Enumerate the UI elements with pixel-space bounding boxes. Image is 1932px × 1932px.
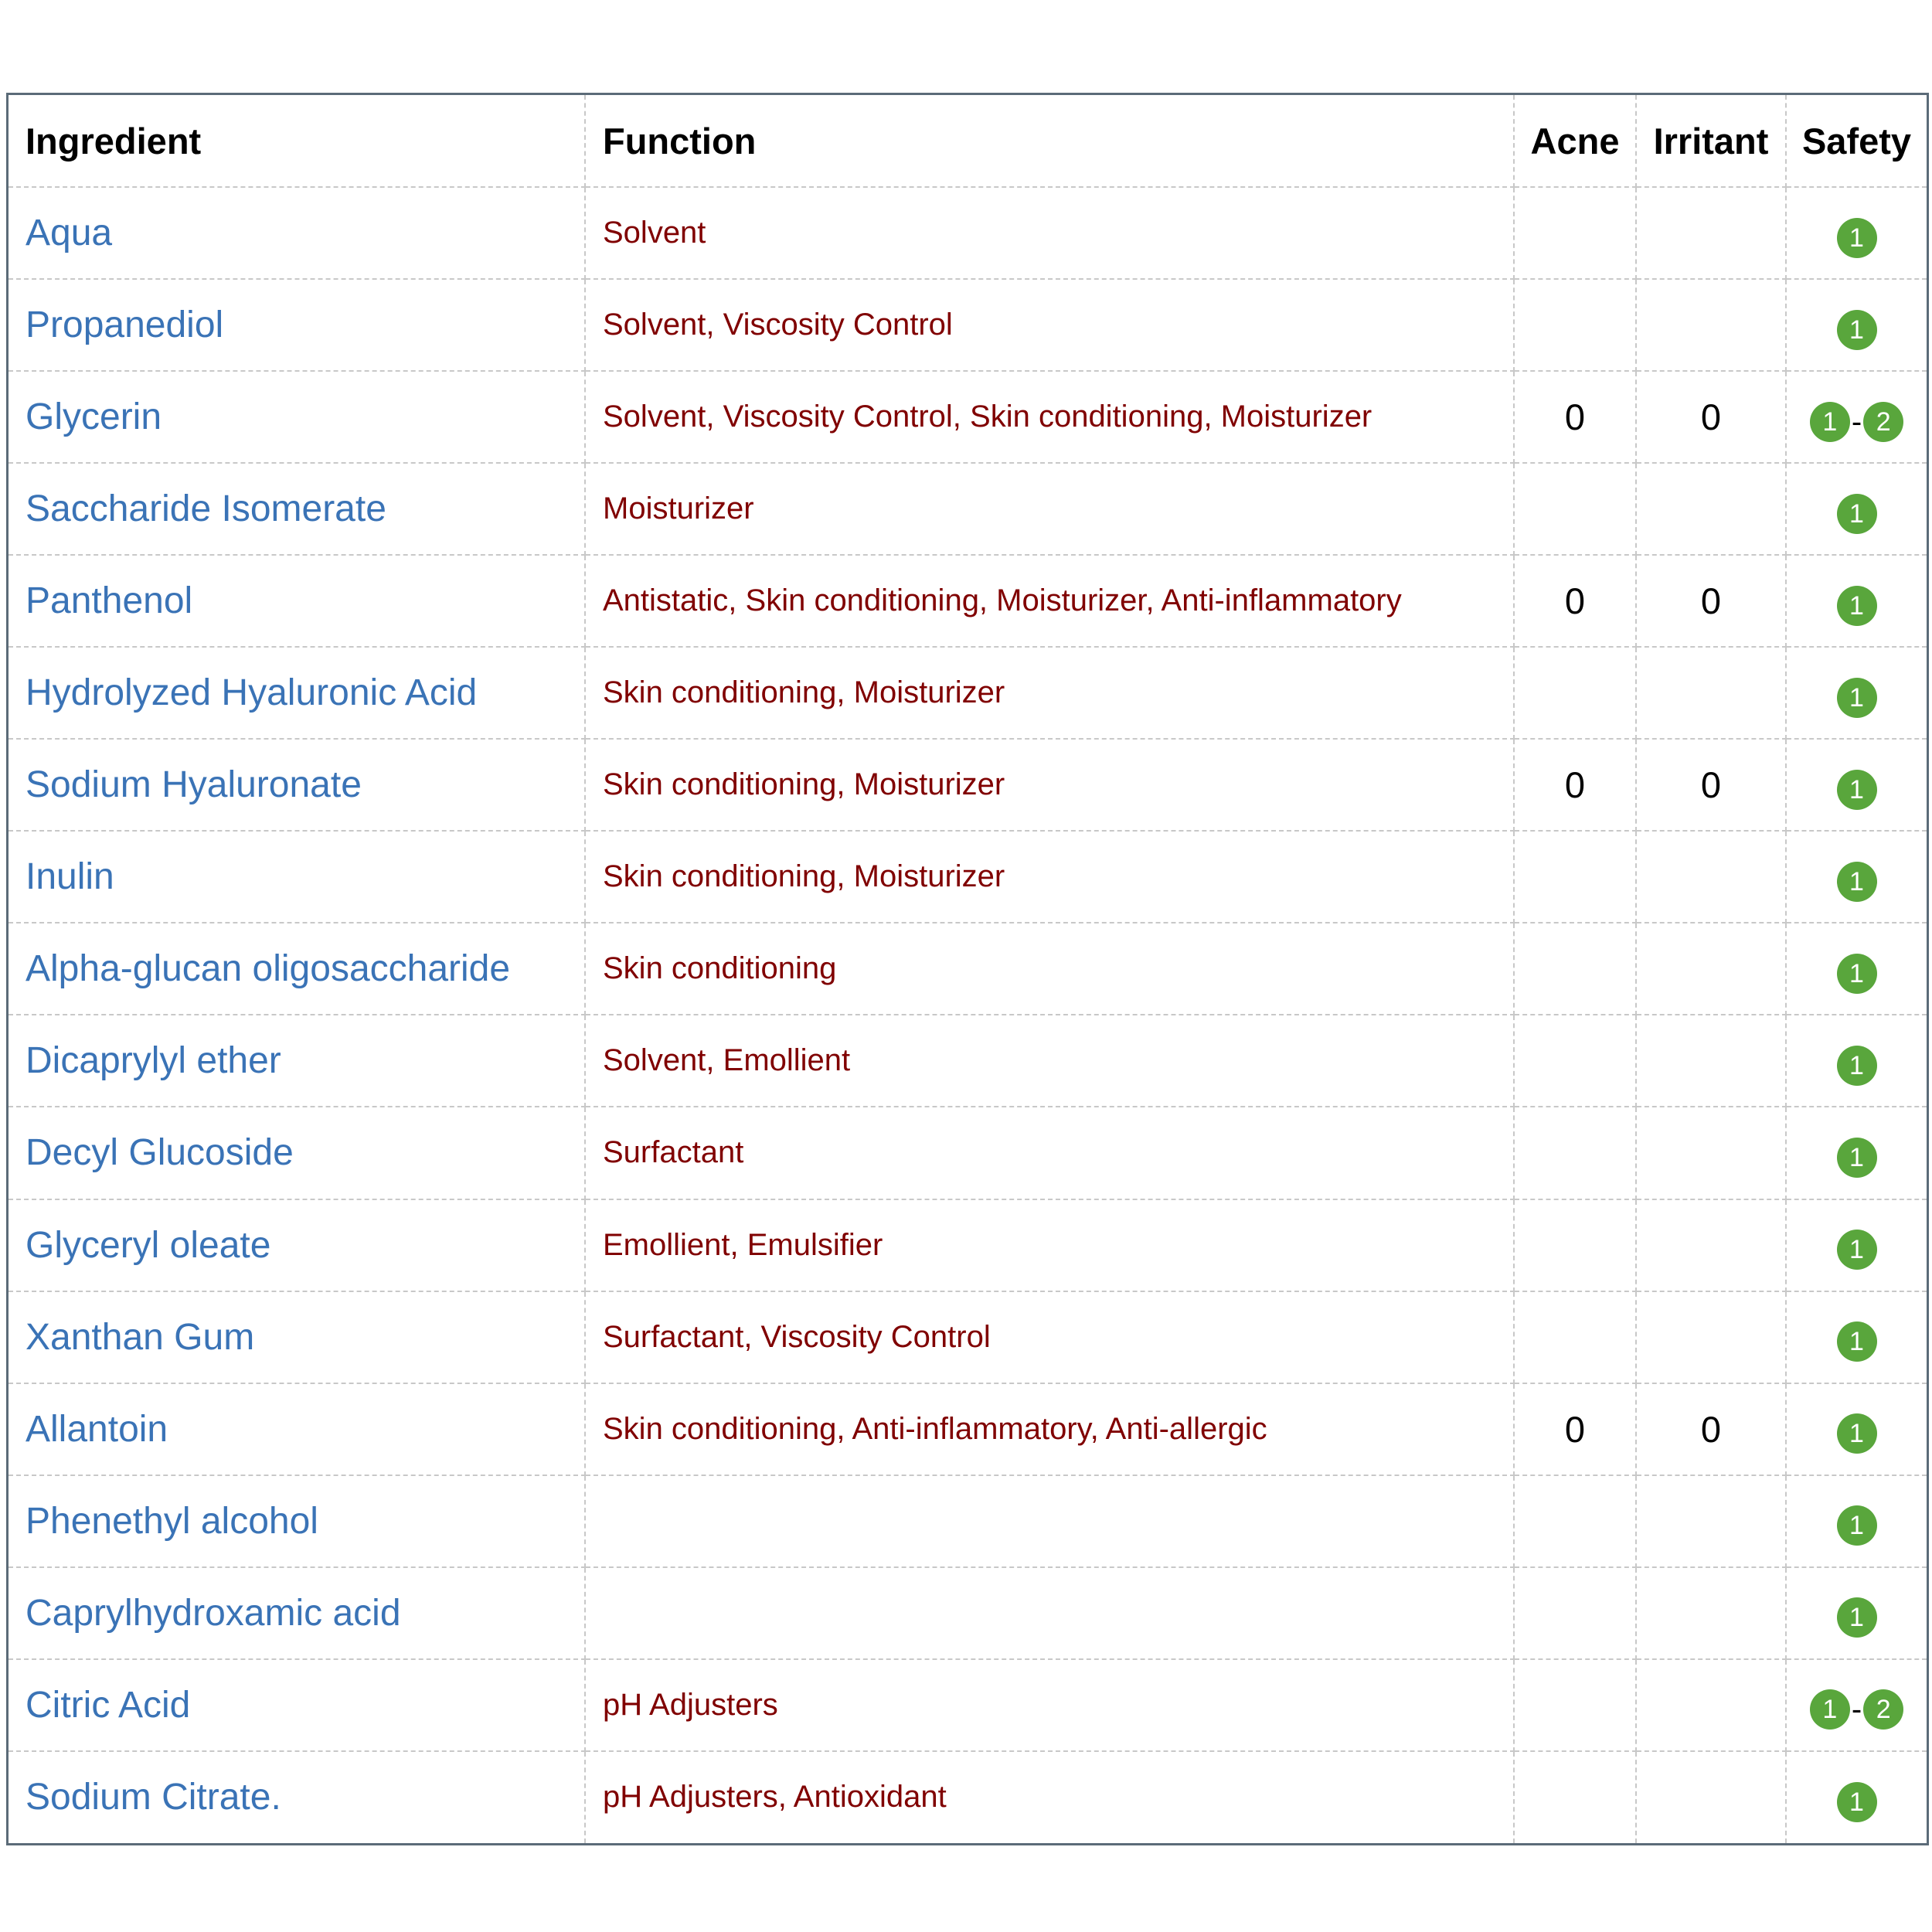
ingredient-link[interactable]: Allantoin xyxy=(9,1383,585,1475)
acne-cell xyxy=(1514,463,1636,555)
irritant-cell xyxy=(1636,647,1786,739)
function-cell: Surfactant, Viscosity Control xyxy=(585,1291,1514,1383)
table-row xyxy=(9,831,1927,923)
ingredient-link[interactable]: Saccharide Isomerate xyxy=(9,463,585,555)
irritant-cell xyxy=(1636,1659,1786,1751)
irritant-cell: 0 xyxy=(1636,1383,1786,1475)
acne-cell: 0 xyxy=(1514,555,1636,647)
table-row xyxy=(9,1291,1927,1383)
acne-cell xyxy=(1514,1291,1636,1383)
ingredients-table xyxy=(9,95,1927,1843)
irritant-cell xyxy=(1636,1475,1786,1567)
ingredient-link[interactable]: Hydrolyzed Hyaluronic Acid xyxy=(9,647,585,739)
function-cell: Solvent xyxy=(585,187,1514,279)
acne-cell xyxy=(1514,647,1636,739)
irritant-cell xyxy=(1636,279,1786,371)
safety-badge: 1 xyxy=(1837,494,1877,534)
table-body xyxy=(9,187,1927,1843)
table-row xyxy=(9,923,1927,1015)
irritant-cell xyxy=(1636,463,1786,555)
ingredient-link[interactable]: Decyl Glucoside xyxy=(9,1107,585,1199)
function-cell: Emollient, Emulsifier xyxy=(585,1199,1514,1291)
irritant-cell xyxy=(1636,1567,1786,1659)
safety-rating xyxy=(1810,402,1903,442)
acne-cell xyxy=(1514,1015,1636,1107)
ingredient-link[interactable]: Alpha-glucan oligosaccharide xyxy=(9,923,585,1015)
table-row xyxy=(9,463,1927,555)
safety-badge: 1 xyxy=(1837,1230,1877,1270)
function-cell: Skin conditioning, Moisturizer xyxy=(585,831,1514,923)
safety-cell xyxy=(1786,1751,1927,1843)
safety-cell xyxy=(1786,1199,1927,1291)
acne-cell: 0 xyxy=(1514,1383,1636,1475)
table-row xyxy=(9,1107,1927,1199)
function-cell: Solvent, Emollient xyxy=(585,1015,1514,1107)
safety-rating xyxy=(1837,1138,1877,1178)
safety-badge: 2 xyxy=(1863,1689,1903,1730)
table-row xyxy=(9,647,1927,739)
safety-rating xyxy=(1837,1230,1877,1270)
safety-badge: 1 xyxy=(1837,310,1877,350)
safety-badge: 1 xyxy=(1837,862,1877,902)
header-irritant: Irritant xyxy=(1636,95,1786,187)
table-row xyxy=(9,1475,1927,1567)
table-row xyxy=(9,371,1927,463)
safety-cell xyxy=(1786,1475,1927,1567)
function-cell xyxy=(585,1475,1514,1567)
header-function: Function xyxy=(585,95,1514,187)
ingredient-link[interactable]: Citric Acid xyxy=(9,1659,585,1751)
ingredient-link[interactable]: Caprylhydroxamic acid xyxy=(9,1567,585,1659)
table-row xyxy=(9,1383,1927,1475)
safety-badge: 1 xyxy=(1837,1321,1877,1362)
ingredient-link[interactable]: Panthenol xyxy=(9,555,585,647)
safety-rating xyxy=(1837,678,1877,718)
function-cell: Skin conditioning, Moisturizer xyxy=(585,739,1514,831)
acne-cell: 0 xyxy=(1514,739,1636,831)
safety-cell xyxy=(1786,187,1927,279)
ingredients-table-container xyxy=(6,93,1929,1845)
irritant-cell: 0 xyxy=(1636,555,1786,647)
function-cell: pH Adjusters, Antioxidant xyxy=(585,1751,1514,1843)
ingredient-link[interactable]: Inulin xyxy=(9,831,585,923)
safety-rating xyxy=(1837,310,1877,350)
safety-rating xyxy=(1837,1046,1877,1086)
acne-cell xyxy=(1514,1107,1636,1199)
acne-cell: 0 xyxy=(1514,371,1636,463)
irritant-cell xyxy=(1636,923,1786,1015)
safety-badge: 1 xyxy=(1837,678,1877,718)
safety-cell xyxy=(1786,923,1927,1015)
table-row xyxy=(9,1567,1927,1659)
header-acne: Acne xyxy=(1514,95,1636,187)
table-row xyxy=(9,1015,1927,1107)
acne-cell xyxy=(1514,1751,1636,1843)
safety-rating xyxy=(1837,1321,1877,1362)
safety-rating xyxy=(1837,862,1877,902)
function-cell xyxy=(585,1567,1514,1659)
safety-cell xyxy=(1786,1567,1927,1659)
ingredient-link[interactable]: Propanediol xyxy=(9,279,585,371)
function-cell: Skin conditioning, Moisturizer xyxy=(585,647,1514,739)
irritant-cell xyxy=(1636,187,1786,279)
irritant-cell: 0 xyxy=(1636,371,1786,463)
function-cell: Solvent, Viscosity Control xyxy=(585,279,1514,371)
safety-badge: 1 xyxy=(1837,1138,1877,1178)
irritant-cell xyxy=(1636,1751,1786,1843)
safety-cell xyxy=(1786,555,1927,647)
safety-badge: 1 xyxy=(1837,954,1877,994)
irritant-cell xyxy=(1636,831,1786,923)
safety-rating xyxy=(1837,1597,1877,1638)
irritant-cell xyxy=(1636,1107,1786,1199)
function-cell: Surfactant xyxy=(585,1107,1514,1199)
safety-cell xyxy=(1786,1291,1927,1383)
safety-cell xyxy=(1786,279,1927,371)
safety-cell xyxy=(1786,647,1927,739)
function-cell: Skin conditioning, Anti-inflammatory, Anti-allergic xyxy=(585,1383,1514,1475)
safety-rating xyxy=(1837,1782,1877,1822)
safety-rating xyxy=(1837,770,1877,810)
ingredient-link[interactable]: Dicaprylyl ether xyxy=(9,1015,585,1107)
safety-badge: 1 xyxy=(1810,1689,1850,1730)
safety-badge: 2 xyxy=(1863,402,1903,442)
ingredient-link[interactable]: Glycerin xyxy=(9,371,585,463)
ingredient-link[interactable]: Sodium Citrate. xyxy=(9,1751,585,1843)
function-cell: Solvent, Viscosity Control, Skin conditioning, Moisturizer xyxy=(585,371,1514,463)
table-row xyxy=(9,1751,1927,1843)
ingredient-link[interactable]: Sodium Hyaluronate xyxy=(9,739,585,831)
safety-rating xyxy=(1837,586,1877,626)
ingredient-link[interactable]: Glyceryl oleate xyxy=(9,1199,585,1291)
table-header-row xyxy=(9,95,1927,187)
safety-rating xyxy=(1837,494,1877,534)
ingredient-link[interactable]: Phenethyl alcohol xyxy=(9,1475,585,1567)
safety-badge: 1 xyxy=(1837,586,1877,626)
acne-cell xyxy=(1514,923,1636,1015)
safety-rating xyxy=(1837,1413,1877,1454)
safety-badge: 1 xyxy=(1837,1046,1877,1086)
table-row xyxy=(9,1659,1927,1751)
safety-badge: 1 xyxy=(1837,218,1877,258)
function-cell: Skin conditioning xyxy=(585,923,1514,1015)
safety-badge: 1 xyxy=(1837,1782,1877,1822)
ingredient-link[interactable]: Xanthan Gum xyxy=(9,1291,585,1383)
irritant-cell: 0 xyxy=(1636,739,1786,831)
safety-badge: 1 xyxy=(1837,1597,1877,1638)
ingredient-link[interactable]: Aqua xyxy=(9,187,585,279)
safety-badge: 1 xyxy=(1837,1413,1877,1454)
header-safety: Safety xyxy=(1786,95,1927,187)
table-row xyxy=(9,279,1927,371)
acne-cell xyxy=(1514,1199,1636,1291)
safety-range-dash: - xyxy=(1851,1692,1862,1727)
acne-cell xyxy=(1514,279,1636,371)
safety-cell xyxy=(1786,463,1927,555)
safety-cell xyxy=(1786,739,1927,831)
safety-range-dash: - xyxy=(1851,404,1862,439)
function-cell: Moisturizer xyxy=(585,463,1514,555)
acne-cell xyxy=(1514,187,1636,279)
acne-cell xyxy=(1514,1475,1636,1567)
safety-rating xyxy=(1837,218,1877,258)
safety-cell xyxy=(1786,831,1927,923)
table-row xyxy=(9,739,1927,831)
acne-cell xyxy=(1514,831,1636,923)
safety-badge: 1 xyxy=(1810,402,1850,442)
table-row xyxy=(9,187,1927,279)
acne-cell xyxy=(1514,1659,1636,1751)
irritant-cell xyxy=(1636,1291,1786,1383)
safety-badge: 1 xyxy=(1837,1505,1877,1546)
safety-rating xyxy=(1837,954,1877,994)
safety-rating xyxy=(1810,1689,1903,1730)
safety-cell xyxy=(1786,1107,1927,1199)
acne-cell xyxy=(1514,1567,1636,1659)
safety-cell xyxy=(1786,371,1927,463)
function-cell: Antistatic, Skin conditioning, Moisturizer, Anti-inflammatory xyxy=(585,555,1514,647)
table-row xyxy=(9,1199,1927,1291)
safety-badge: 1 xyxy=(1837,770,1877,810)
safety-cell xyxy=(1786,1659,1927,1751)
safety-rating xyxy=(1837,1505,1877,1546)
safety-cell xyxy=(1786,1383,1927,1475)
irritant-cell xyxy=(1636,1199,1786,1291)
function-cell: pH Adjusters xyxy=(585,1659,1514,1751)
safety-cell xyxy=(1786,1015,1927,1107)
irritant-cell xyxy=(1636,1015,1786,1107)
table-row xyxy=(9,555,1927,647)
header-ingredient: Ingredient xyxy=(9,95,585,187)
